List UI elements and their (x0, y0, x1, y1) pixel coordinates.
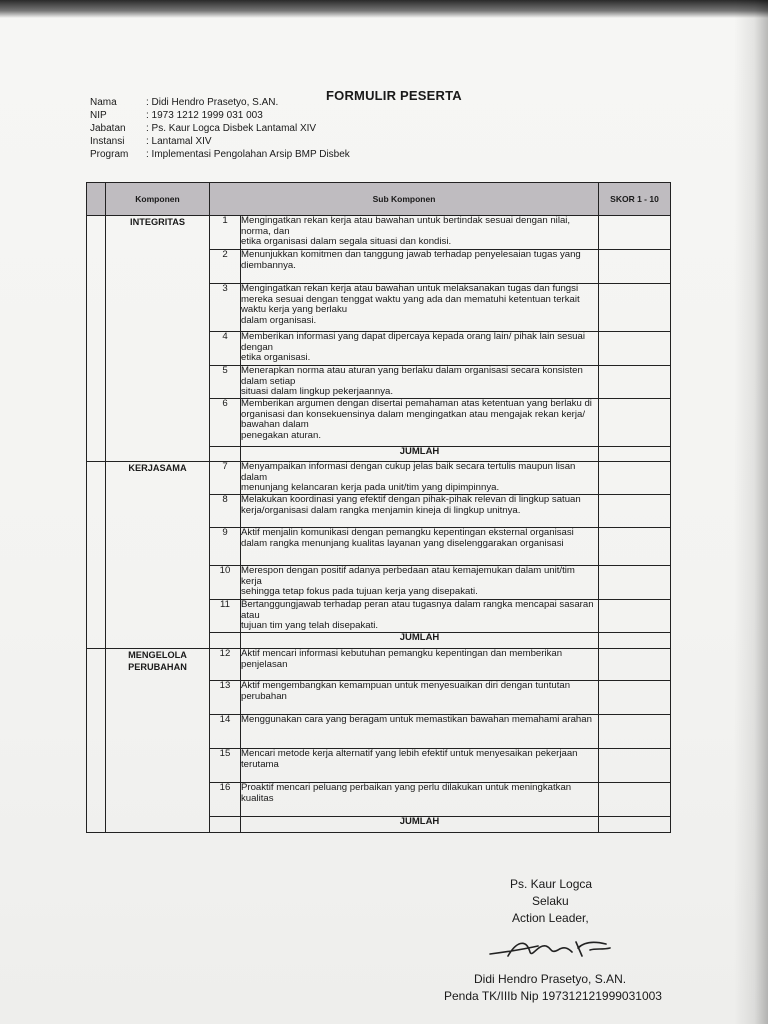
komponen-cell: INTEGRITAS (106, 216, 210, 462)
item-number: 15 (210, 749, 241, 783)
jumlah-empty-cell (210, 817, 241, 833)
info-row (90, 96, 350, 109)
info-value: : Implementasi Pengolahan Arsip BMP Disbek (146, 149, 350, 160)
participant-info (90, 96, 350, 161)
sub-komponen-text: Aktif mencari informasi kebutuhan pemangku kepentingan dan memberikan penjelasan (241, 649, 599, 681)
info-label: Instansi (90, 136, 125, 147)
score-cell[interactable] (599, 715, 671, 749)
item-number: 13 (210, 681, 241, 715)
info-value: : Lantamal XIV (146, 136, 212, 147)
item-number: 7 (210, 462, 241, 495)
sub-komponen-text: Menunjukkan komitmen dan tanggung jawab terhadap penyelesaian tugas yang diembannya. (241, 250, 599, 284)
blank-margin-cell (87, 462, 106, 649)
info-label: Jabatan (90, 123, 126, 134)
item-number: 5 (210, 366, 241, 399)
sub-komponen-text: Bertanggungjawab terhadap peran atau tugasnya dalam rangka mencapai sasaran atau tujuan tim yang telah disepakati. (241, 600, 599, 633)
score-cell[interactable] (599, 366, 671, 399)
sub-komponen-text: Proaktif mencari peluang perbaikan yang perlu dilakukan untuk meningkatkan kualitas (241, 783, 599, 817)
item-number: 12 (210, 649, 241, 681)
jumlah-label: JUMLAH (241, 817, 599, 833)
score-cell[interactable] (599, 566, 671, 600)
signer-rank-nip: Penda TK/IIIb Nip 197312121999031003 (444, 989, 662, 1003)
jumlah-score-cell[interactable] (599, 817, 671, 833)
info-value: : Didi Hendro Prasetyo, S.AN. (146, 97, 279, 108)
score-cell[interactable] (599, 216, 671, 250)
info-row (90, 135, 350, 148)
header-skor: SKOR 1 - 10 (599, 183, 671, 216)
score-cell[interactable] (599, 783, 671, 817)
sub-komponen-text: Memberikan informasi yang dapat dipercaya kepada orang lain/ pihak lain sesuai dengan etika organisasi. (241, 332, 599, 366)
sub-komponen-text: Mengingatkan rekan kerja atau bawahan untuk bertindak sesuai dengan nilai, norma, dan etika organisasi dalam segala situasi dan kondisi. (241, 216, 599, 250)
item-number: 11 (210, 600, 241, 633)
score-cell[interactable] (599, 495, 671, 528)
table-row (87, 462, 671, 495)
signer-selaku: Selaku (532, 894, 569, 908)
sub-komponen-text: Menyampaikan informasi dengan cukup jelas baik secara tertulis maupun lisan dalam menunjang kelancaran kerja pada unit/tim yang dipimpinnya. (241, 462, 599, 495)
info-label: Program (90, 149, 129, 160)
item-number: 14 (210, 715, 241, 749)
score-cell[interactable] (599, 600, 671, 633)
scan-top-shadow (0, 0, 768, 18)
item-number: 6 (210, 399, 241, 447)
item-number: 1 (210, 216, 241, 250)
score-cell[interactable] (599, 649, 671, 681)
jumlah-empty-cell (210, 633, 241, 649)
jumlah-score-cell[interactable] (599, 633, 671, 649)
table-row (87, 216, 671, 250)
sub-komponen-text: Mencari metode kerja alternatif yang lebih efektif untuk menyesaikan pekerjaan terutama (241, 749, 599, 783)
header-komponen: Komponen (106, 183, 210, 216)
assessment-table (86, 182, 671, 833)
sub-komponen-text: Melakukan koordinasi yang efektif dengan pihak-pihak relevan di lingkup satuan kerja/organisasi dalam rangka menjamin kineja di lingkup unitnya. (241, 495, 599, 528)
info-label: Nama (90, 97, 117, 108)
handwritten-signature (486, 932, 626, 964)
table-header-row (87, 183, 671, 216)
item-number: 9 (210, 528, 241, 566)
scan-edge-shadow (734, 0, 768, 1024)
sub-komponen-text: Menerapkan norma atau aturan yang berlaku dalam organisasi secara konsisten dalam setiap situasi dalam lingkup pekerjaannya. (241, 366, 599, 399)
score-cell[interactable] (599, 284, 671, 332)
header-blank-cell (87, 183, 106, 216)
item-number: 3 (210, 284, 241, 332)
score-cell[interactable] (599, 528, 671, 566)
signer-position: Ps. Kaur Logca (510, 877, 593, 891)
sub-komponen-text: Mengingatkan rekan kerja atau bawahan untuk melaksanakan tugas dan fungsi mereka sesuai dengan tenggat waktu yang ada dan mematuhi ketentuan terkait waktu kerja yang berlaku dalam organisasi. (241, 284, 599, 332)
signer-name: Didi Hendro Prasetyo, S.AN. (474, 972, 627, 986)
item-number: 4 (210, 332, 241, 366)
komponen-cell: MENGELOLA PERUBAHAN (106, 649, 210, 833)
signer-role: Action Leader, (512, 911, 589, 925)
komponen-cell: KERJASAMA (106, 462, 210, 649)
score-cell[interactable] (599, 332, 671, 366)
item-number: 16 (210, 783, 241, 817)
info-row (90, 122, 350, 135)
info-value: : 1973 1212 1999 031 003 (146, 110, 263, 121)
jumlah-empty-cell (210, 447, 241, 462)
blank-margin-cell (87, 649, 106, 833)
table-row (87, 649, 671, 681)
info-value: : Ps. Kaur Logca Disbek Lantamal XIV (146, 123, 317, 134)
sub-komponen-text: Aktif menjalin komunikasi dengan pemangku kepentingan eksternal organisasi dalam rangka menunjang kualitas layanan yang diselenggarakan organisasi (241, 528, 599, 566)
jumlah-score-cell[interactable] (599, 447, 671, 462)
item-number: 2 (210, 250, 241, 284)
score-cell[interactable] (599, 749, 671, 783)
score-cell[interactable] (599, 681, 671, 715)
item-number: 10 (210, 566, 241, 600)
score-cell[interactable] (599, 462, 671, 495)
score-cell[interactable] (599, 399, 671, 447)
header-sub-komponen: Sub Komponen (210, 183, 599, 216)
info-row (90, 148, 350, 161)
info-row (90, 109, 350, 122)
info-label: NIP (90, 110, 107, 121)
item-number: 8 (210, 495, 241, 528)
score-cell[interactable] (599, 250, 671, 284)
sub-komponen-text: Merespon dengan positif adanya perbedaan atau kemajemukan dalam unit/tim kerja sehingga tetap fokus pada tujuan kerja yang disepakati. (241, 566, 599, 600)
jumlah-label: JUMLAH (241, 633, 599, 649)
sub-komponen-text: Aktif mengembangkan kemampuan untuk menyesuaikan diri dengan tuntutan perubahan (241, 681, 599, 715)
sub-komponen-text: Menggunakan cara yang beragam untuk memastikan bawahan memahami arahan (241, 715, 599, 749)
blank-margin-cell (87, 216, 106, 462)
sub-komponen-text: Memberikan argumen dengan disertai pemahaman atas ketentuan yang berlaku di organisasi dan konsekuensinya dalam mengingatkan atau mengajak rekan kerja/ bawahan dalam penegakan aturan. (241, 399, 599, 447)
form-title: FORMULIR PESERTA (326, 88, 462, 103)
jumlah-label: JUMLAH (241, 447, 599, 462)
